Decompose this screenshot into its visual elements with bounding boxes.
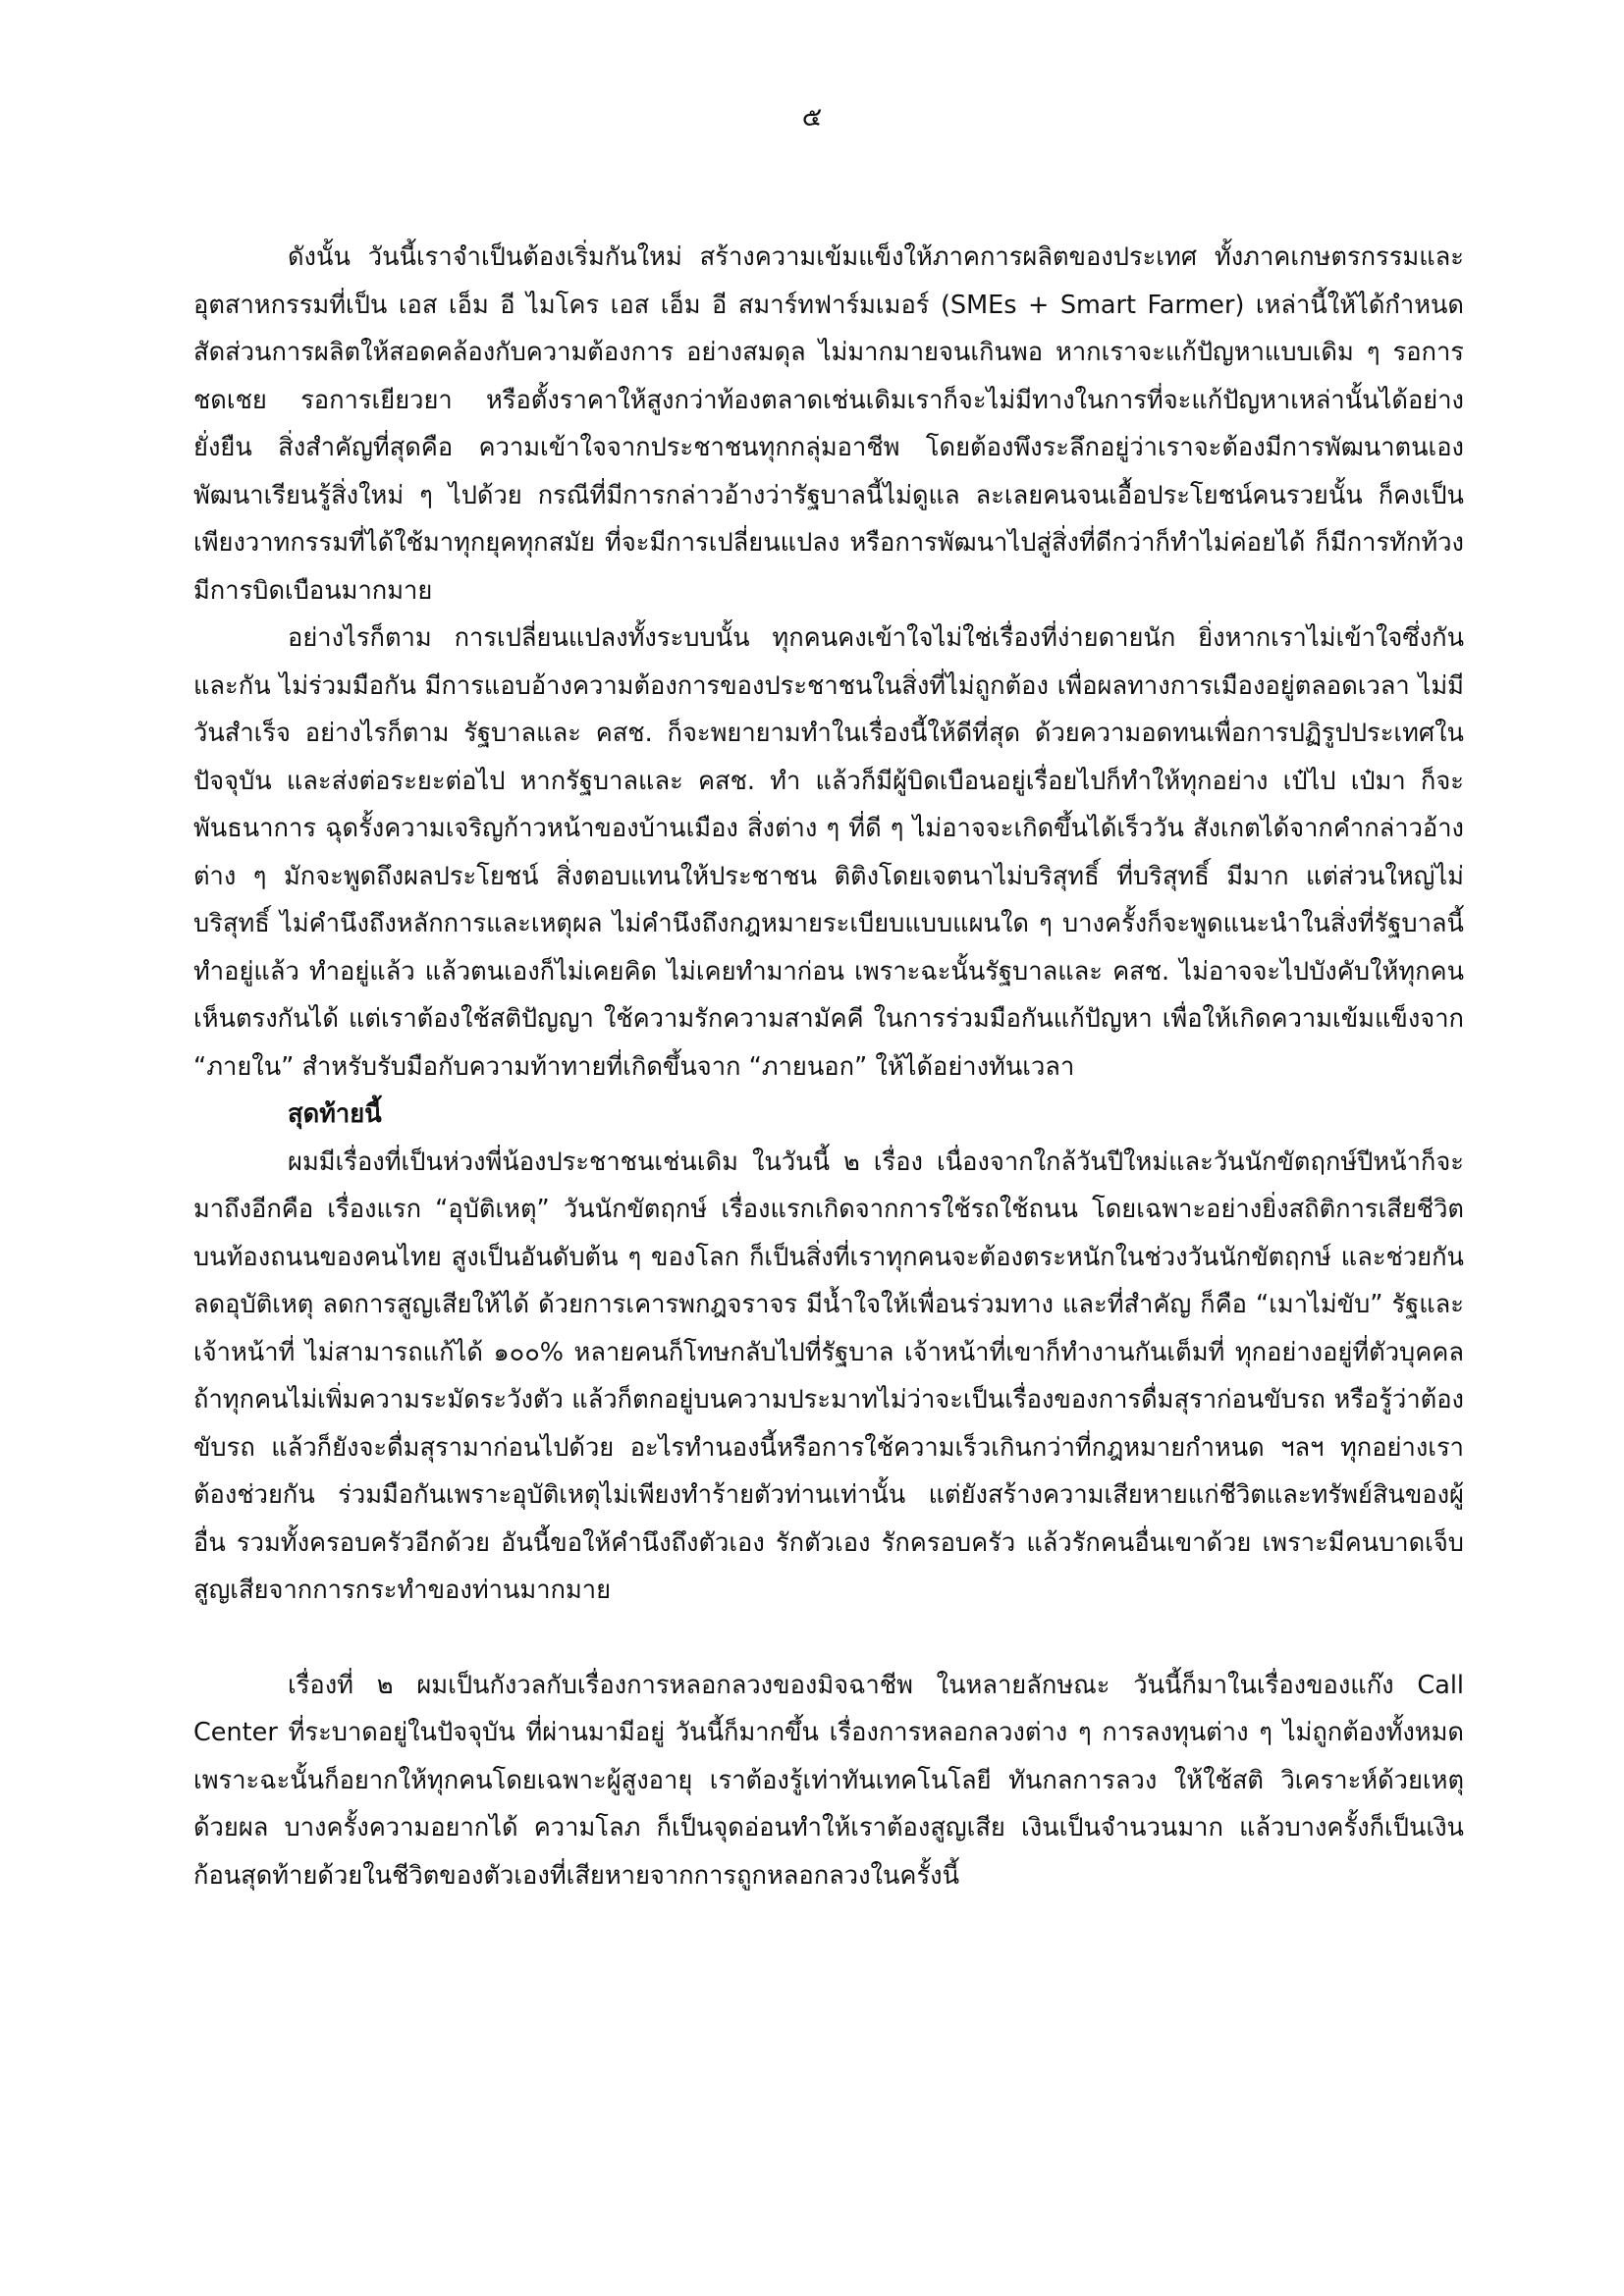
page-number: ๕ (801, 102, 823, 133)
paragraph: เรื่องที่ ๒ ผมเป็นกังวลกับเรื่องการหลอกลวงของมิจฉาชีพ ในหลายลักษณะ วันนี้ก็มาในเรื่องของแก๊ง Call Center ที่ระบาดอยู่ในปัจจุบัน ที่ผ่านมามีอยู่ วันนี้ก็มากขึ้น เรื่องการหลอกลวงต่าง ๆ การลงทุนต่าง ๆ ไม่ถูกต้องทั้งหมด เพราะฉะนั้นก็อยากให้ทุกคนโดยเฉพาะผู้สูงอายุ เราต้องรู้เท่าทันเทคโนโลยี ทันกลการลวง ให้ใช้สติ วิเคราะห์ด้วยเหตุด้วยผล บางครั้งความอยากได้ ความโลภ ก็เป็นจุดอ่อนทำให้เราต้องสูญเสีย เงินเป็นจำนวนมาก แล้วบางครั้งก็เป็นเงินก้อนสุดท้ายด้วยในชีวิตของตัวเองที่เสียหายจากการถูกหลอกลวงในครั้งนี้ (193, 1670, 1464, 1891)
paragraph: อย่างไรก็ตาม การเปลี่ยนแปลงทั้งระบบนั้น ทุกคนคงเข้าใจไม่ใช่เรื่องที่ง่ายดายนัก ยิ่งหากเราไม่เข้าใจซึ่งกันและกัน ไม่ร่วมมือกัน มีการแอบอ้างความต้องการของประชาชนในสิ่งที่ไม่ถูกต้อง เพื่อผลทางการเมืองอยู่ตลอดเวลา ไม่มีวันสำเร็จ อย่างไรก็ตาม รัฐบาลและ คสช. ก็จะพยายามทำในเรื่องนี้ให้ดีที่สุด ด้วยความอดทนเพื่อการปฏิรูปประเทศในปัจจุบัน และส่งต่อระยะต่อไป หากรัฐบาลและ คสช. ทำ แล้วก็มีผู้บิดเบือนอยู่เรื่อยไปก็ทำให้ทุกอย่าง เป๋ไป เป๋มา ก็จะพันธนาการ ฉุดรั้งความเจริญก้าวหน้าของบ้านเมือง สิ่งต่าง ๆ ที่ดี ๆ ไม่อาจจะเกิดขึ้นได้เร็ววัน สังเกตได้จากคำกล่าวอ้างต่าง ๆ มักจะพูดถึงผลประโยชน์ สิ่งตอบแทนให้ประชาชน ติติงโดยเจตนาไม่บริสุทธิ์ ที่บริสุทธิ์ มีมาก แต่ส่วนใหญ่ไม่บริสุทธิ์ ไม่คำนึงถึงหลักการและเหตุผล ไม่คำนึงถึงกฎหมายระเบียบแบบแผนใด ๆ บางครั้งก็จะพูดแนะนำในสิ่งที่รัฐบาลนี้ทำอยู่แล้ว ทำอยู่แล้ว แล้วตนเองก็ไม่เคยคิด ไม่เคยทำมาก่อน เพราะฉะนั้นรัฐบาลและ คสช. ไม่อาจจะไปบังคับให้ทุกคนเห็นตรงกันได้ แต่เราต้องใช้สติปัญญา ใช้ความรักความสามัคคี ในการร่วมมือกันแก้ปัญหา เพื่อให้เกิดความเข้มแข็งจาก “ภายใน” สำหรับรับมือกับความท้าทายที่เกิดขึ้นจาก “ภายนอก” ให้ได้อย่างทันเวลา (193, 623, 1464, 1082)
document-body (193, 234, 1464, 1899)
section-heading: สุดท้ายนี้ (288, 1099, 382, 1129)
paragraph: ผมมีเรื่องที่เป็นห่วงพี่น้องประชาชนเช่นเดิม ในวันนี้ ๒ เรื่อง เนื่องจากใกล้วันปีใหม่และวันนักขัตฤกษ์ปีหน้าก็จะมาถึงอีกคือ เรื่องแรก “อุบัติเหตุ” วันนักขัตฤกษ์ เรื่องแรกเกิดจากการใช้รถใช้ถนน โดยเฉพาะอย่างยิ่งสถิติการเสียชีวิตบนท้องถนนของคนไทย สูงเป็นอันดับต้น ๆ ของโลก ก็เป็นสิ่งที่เราทุกคนจะต้องตระหนักในช่วงวันนักขัตฤกษ์ และช่วยกันลดอุบัติเหตุ ลดการสูญเสียให้ได้ ด้วยการเคารพกฎจราจร มีน้ำใจให้เพื่อนร่วมทาง และที่สำคัญ ก็คือ “เมาไม่ขับ” รัฐและเจ้าหน้าที่ ไม่สามารถแก้ได้ ๑๐๐% หลายคนก็โทษกลับไปที่รัฐบาล เจ้าหน้าที่เขาก็ทำงานกันเต็มที่ ทุกอย่างอยู่ที่ตัวบุคคล ถ้าทุกคนไม่เพิ่มความระมัดระวังตัว แล้วก็ตกอยู่บนความประมาทไม่ว่าจะเป็นเรื่องของการดื่มสุราก่อนขับรถ หรือรู้ว่าต้องขับรถ แล้วก็ยังจะดื่มสุรามาก่อนไปด้วย อะไรทำนองนี้หรือการใช้ความเร็วเกินกว่าที่กฎหมายกำหนด ฯลฯ ทุกอย่างเราต้องช่วยกัน ร่วมมือกันเพราะอุบัติเหตุไม่เพียงทำร้ายตัวท่านเท่านั้น แต่ยังสร้างความเสียหายแก่ชีวิตและทรัพย์สินของผู้อื่น รวมทั้งครอบครัวอีกด้วย อันนี้ขอให้คำนึงถึงตัวเอง รักตัวเอง รักครอบครัว แล้วรักคนอื่นเขาด้วย เพราะมีคนบาดเจ็บ สูญเสียจากการกระทำของท่านมากมาย (193, 1147, 1464, 1605)
paragraph: ดังนั้น วันนี้เราจำเป็นต้องเริ่มกันใหม่ สร้างความเข้มแข็งให้ภาคการผลิตของประเทศ ทั้งภาคเกษตรกรรมและอุตสาหกรรมที่เป็น เอส เอ็ม อี ไมโคร เอส เอ็ม อี สมาร์ทฟาร์มเมอร์ (SMEs + Smart Farmer) เหล่านี้ให้ได้กำหนดสัดส่วนการผลิตให้สอดคล้องกับความต้องการ อย่างสมดุล ไม่มากมายจนเกินพอ หากเราจะแก้ปัญหาแบบเดิม ๆ รอการชดเชย รอการเยียวยา หรือตั้งราคาให้สูงกว่าท้องตลาดเช่นเดิมเราก็จะไม่มีทางในการที่จะแก้ปัญหาเหล่านั้นได้อย่างยั่งยืน สิ่งสำคัญที่สุดคือ ความเข้าใจจากประชาชนทุกกลุ่มอาชีพ โดยต้องพึงระลึกอยู่ว่าเราจะต้องมีการพัฒนาตนเอง พัฒนาเรียนรู้สิ่งใหม่ ๆ ไปด้วย กรณีที่มีการกล่าวอ้างว่ารัฐบาลนี้ไม่ดูแล ละเลยคนจนเอื้อประโยชน์คนรวยนั้น ก็คงเป็นเพียงวาทกรรมที่ได้ใช้มาทุกยุคทุกสมัย ที่จะมีการเปลี่ยนแปลง หรือการพัฒนาไปสู่สิ่งที่ดีกว่าก็ทำไม่ค่อยได้ ก็มีการทักท้วง มีการบิดเบือนมากมาย (193, 242, 1464, 606)
paragraph-spacer (193, 1615, 1464, 1662)
